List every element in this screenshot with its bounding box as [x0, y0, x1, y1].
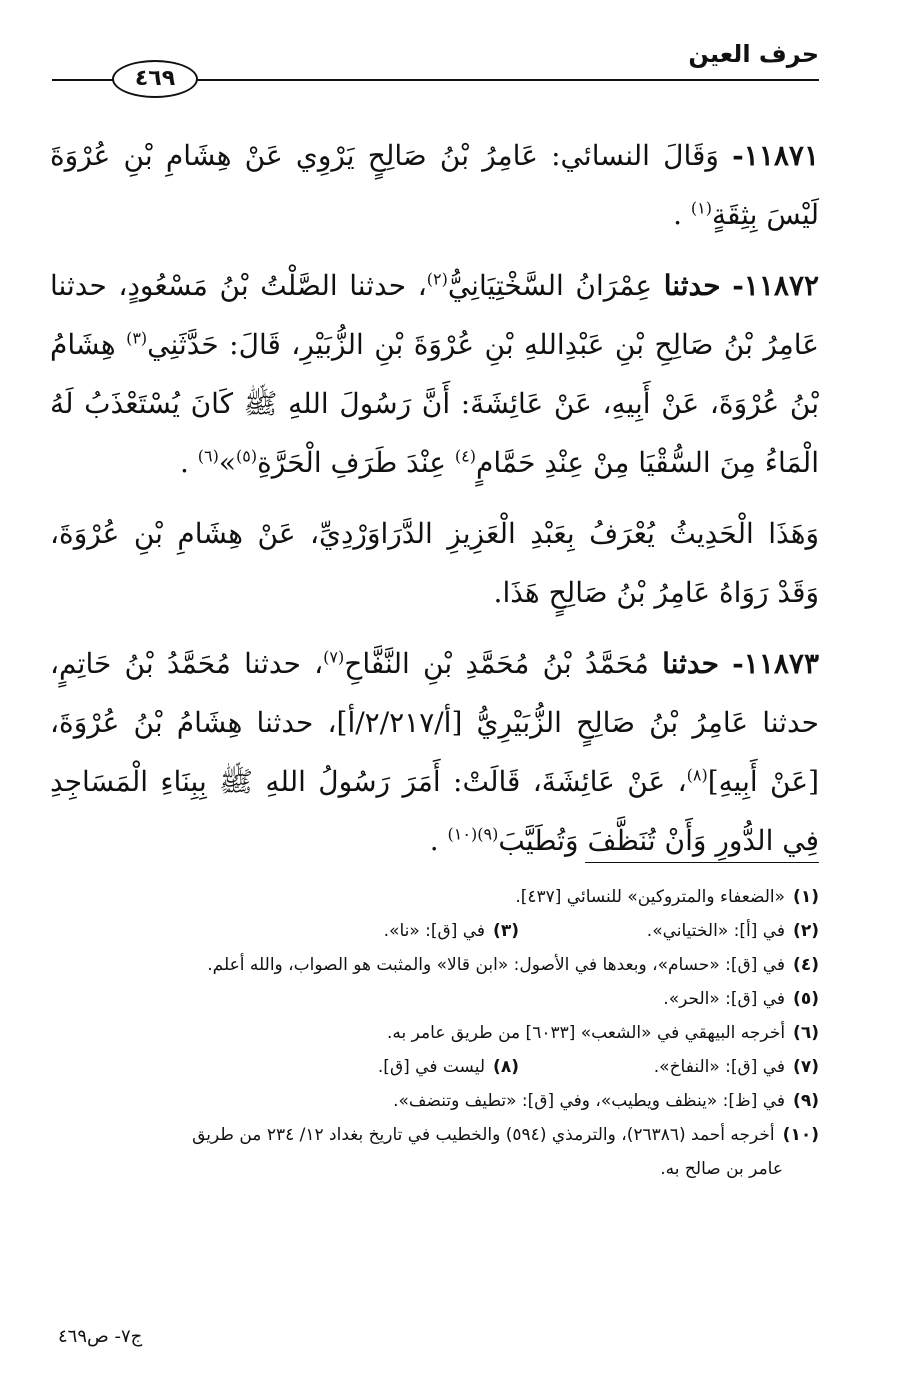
entry-number: ١١٨٧٢-: [732, 269, 820, 302]
entry-text: وَهَذَا الْحَدِيثُ يُعْرَفُ بِعَبْدِ الْعَزِيزِ الدَّرَاوَرْدِيِّ، عَنْ هِشَامِ بْنِ عُرْوَةَ، وَقَدْ رَوَاهُ عَامِرُ بْنُ صَالِحٍ هَذَا.: [50, 517, 819, 609]
footnote-ref: (٧): [323, 647, 345, 667]
footnote-4: [50, 948, 819, 982]
footnote-6: [50, 1016, 819, 1050]
entry-number: ١١٨٧٣-: [732, 647, 819, 680]
footnote-number: (٩): [793, 1091, 819, 1111]
entry-keyword: حدثنا: [662, 647, 719, 680]
page-number: ٤٦٩: [112, 60, 198, 98]
entry-text: ، حدثنا مُحَمَّدُ بْنُ حَاتِمٍ، حدثنا عَامِرُ بْنُ صَالِحٍ الزُّبَيْرِيُّ [أ/٢/٢١٧/أ]، حدثنا هِشَامُ بْنُ عُرْوَةَ، [عَنْ أَبِيهِ]: [50, 647, 819, 798]
footnote-1: [50, 880, 819, 914]
footnote-text: في [ق]: «نا».: [383, 921, 486, 941]
footnote-number: (١٠): [782, 1125, 819, 1145]
footnote-text: «الضعفاء والمتروكين» للنسائي [٤٣٧].: [515, 887, 786, 907]
footnote-number: (٣): [493, 921, 519, 941]
footnote-number: (١): [793, 887, 819, 907]
entry-end: .: [429, 824, 439, 857]
footnote-ref: (١): [690, 198, 712, 218]
footnote-number: (٦): [793, 1023, 819, 1043]
footnote-rule: [585, 862, 819, 863]
entry-text: ، حدثنا الصَّلْتُ بْنُ مَسْعُودٍ، حدثنا عَامِرُ بْنُ صَالِحِ بْنِ عَبْدِاللهِ بْنِ عُرْوَةَ بْنِ الزُّبَيْرِ، قَالَ: حَدَّثَنِي: [50, 269, 820, 361]
footnote-ref: (٤): [454, 446, 477, 466]
footnote-text: في [ق]: «النفاخ».: [653, 1057, 786, 1077]
entry-text: عِنْدَ طَرَفِ الْحَرَّةِ: [257, 446, 447, 479]
entry-11872: [50, 256, 819, 492]
footnote-ref: (٣): [126, 328, 148, 348]
footnote-text: في [ق]: «حسام»، وبعدها في الأصول: «ابن قالا» والمثبت هو الصواب، والله أعلم.: [207, 955, 786, 975]
footnote-10-continued: عامر بن صالح به.: [660, 1159, 783, 1179]
footnote-text: في [أ]: «الختياني».: [646, 921, 786, 941]
entry-11873: [50, 634, 819, 870]
footnote-number: (٧): [793, 1057, 819, 1077]
footnote-ref: (١٠): [447, 824, 478, 844]
entry-end: .: [673, 198, 682, 231]
entry-text: هِشَامُ بْنُ عُرْوَةَ، عَنْ أَبِيهِ، عَنْ عَائِشَةَ: أَنَّ رَسُولَ اللهِ ﷺ كَانَ يُسْتَعْذَبُ لَهُ الْمَاءُ مِنَ السُّقْيَا مِنْ عِنْدِ حَمَّامٍ: [50, 328, 819, 479]
footnote-7: [519, 1050, 819, 1084]
footnote-text: أخرجه البيهقي في «الشعب» [٦٠٣٣] من طريق عامر به.: [387, 1023, 786, 1043]
footnote-3: [219, 914, 519, 948]
footnotes: [50, 880, 819, 1186]
footnote-ref: (٩): [477, 824, 499, 844]
footnote-10: [50, 1118, 819, 1152]
entry-keyword: حدثنا: [663, 269, 721, 302]
entry-end: .: [179, 446, 189, 479]
entry-text: وَقَالَ النسائي: عَامِرُ بْنُ صَالِحٍ يَرْوِي عَنْ هِشَامِ بْنِ عُرْوَةَ لَيْسَ بِثِقَةٍ: [50, 139, 819, 231]
footnote-text: في [ظ]: «ينظف ويطيب»، وفي [ق]: «تطيف وتنضف».: [393, 1091, 786, 1111]
footnote-number: (٤): [793, 955, 819, 975]
entry-11871: [50, 126, 819, 244]
entry-number: ١١٨٧١-: [732, 139, 819, 172]
entry-text: مُحَمَّدُ بْنُ مُحَمَّدِ بْنِ النَّفَّاحِ: [344, 647, 649, 680]
footnote-2: [519, 914, 819, 948]
chapter-header: حرف العين: [688, 40, 819, 68]
footnote-row: [50, 1050, 819, 1084]
footnote-ref: (٨): [686, 765, 708, 785]
footnote-ref: (٢): [426, 269, 448, 289]
footnote-8: [219, 1050, 519, 1084]
footnote-ref: (٥): [236, 446, 258, 466]
footnote-text: في [ق]: «الحر».: [663, 989, 786, 1009]
footnote-text: ليست في [ق].: [377, 1057, 486, 1077]
volume-page-ref: ج٧- ص٤٦٩: [58, 1326, 143, 1347]
entry-comment: [50, 504, 819, 622]
footnote-text: أخرجه أحمد (٢٦٣٨٦)، والترمذي (٥٩٤) والخطيب في تاريخ بغداد ١٢/ ٢٣٤ من طريق: [192, 1125, 775, 1145]
footnote-ref: (٦): [197, 446, 219, 466]
footnote-9: [50, 1084, 819, 1118]
main-text: [50, 126, 819, 882]
footnote-number: (٥): [793, 989, 819, 1009]
footnote-number: (٢): [793, 921, 819, 941]
entry-quote: »: [218, 446, 236, 479]
footnote-5: [50, 982, 819, 1016]
footnote-number: (٨): [493, 1057, 519, 1077]
footnote-row: [50, 914, 819, 948]
entry-text: عِمْرَانُ السَّخْتِيَانِيُّ: [447, 269, 653, 302]
entry-text: ، عَنْ عَائِشَةَ، قَالَتْ: أَمَرَ رَسُولُ اللهِ ﷺ بِبِنَاءِ الْمَسَاجِدِ فِي الدُّورِ وَأَنْ تُنَظَّفَ وَتُطَيَّبَ: [50, 765, 819, 857]
